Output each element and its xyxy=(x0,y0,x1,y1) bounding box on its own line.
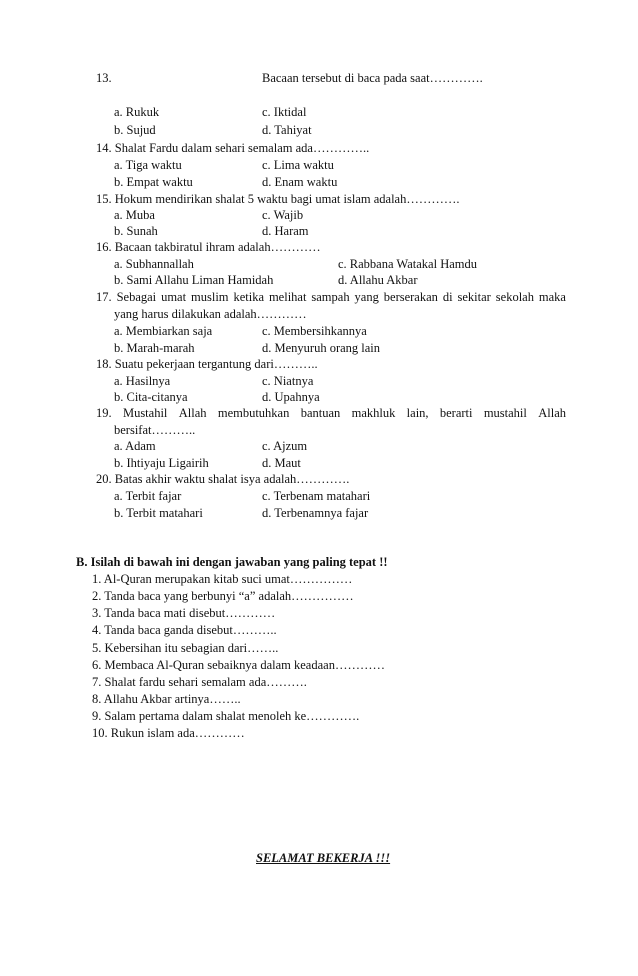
q20-option-c: c. Terbenam matahari xyxy=(262,489,371,503)
q19-option-b: b. Ihtiyaju Ligairih xyxy=(114,456,209,470)
q15-stem: 15. Hokum mendirikan shalat 5 waktu bagi umat islam adalah…………. xyxy=(96,192,460,206)
q17-stem xyxy=(96,289,566,305)
q16-stem: 16. Bacaan takbiratul ihram adalah………… xyxy=(96,240,321,254)
q16-option-d: d. Allahu Akbar xyxy=(338,273,418,287)
q18-option-c: c. Niatnya xyxy=(262,374,314,388)
q17-word: 17. xyxy=(96,290,112,304)
section-b-item: 7. Shalat fardu sehari semalam ada………. xyxy=(92,675,307,689)
q18-option-b: b. Cita-citanya xyxy=(114,390,188,404)
q17-option-b: b. Marah-marah xyxy=(114,341,195,355)
q19-word: 19. xyxy=(96,406,112,420)
q17-word: berserakan xyxy=(383,290,438,304)
q20-option-d: d. Terbenamnya fajar xyxy=(262,506,369,520)
q17-option-a: a. Membiarkan saja xyxy=(114,324,213,338)
q17-word: di xyxy=(442,290,453,304)
q13-option-c: c. Iktidal xyxy=(262,105,307,119)
q17-option-d: d. Menyuruh orang lain xyxy=(262,341,381,355)
section-b-item: 4. Tanda baca ganda disebut……….. xyxy=(92,623,277,637)
q19-word: Allah xyxy=(178,406,207,420)
q19-word: lain, xyxy=(406,406,429,420)
q13-stem: Bacaan tersebut di baca pada saat…………. xyxy=(262,71,483,85)
section-b-item: 1. Al-Quran merupakan kitab suci umat…………… xyxy=(92,572,353,586)
closing-message: SELAMAT BEKERJA !!! xyxy=(256,851,391,865)
q14-stem: 14. Shalat Fardu dalam sehari semalam ada………….. xyxy=(96,141,370,155)
q19-option-a: a. Adam xyxy=(114,439,156,453)
q19-word: Mustahil xyxy=(122,406,168,420)
section-b-item: 5. Kebersihan itu sebagian dari…….. xyxy=(92,641,279,655)
q13-option-b: b. Sujud xyxy=(114,123,156,137)
q19-word: makhluk xyxy=(351,406,396,420)
q15-option-a: a. Muba xyxy=(114,208,155,222)
q19-option-c: c. Ajzum xyxy=(262,439,308,453)
section-b-item: 9. Salam pertama dalam shalat menoleh ke…………. xyxy=(92,709,360,723)
q19-stem-continued: bersifat……….. xyxy=(114,423,196,437)
q20-option-a: a. Terbit fajar xyxy=(114,489,182,503)
q18-option-a: a. Hasilnya xyxy=(114,374,171,388)
q15-option-b: b. Sunah xyxy=(114,224,158,238)
q17-word: muslim xyxy=(191,290,229,304)
q17-word: sampah xyxy=(311,290,350,304)
section-b-item: 3. Tanda baca mati disebut………… xyxy=(92,606,276,620)
q16-option-b: b. Sami Allahu Liman Hamidah xyxy=(114,273,274,287)
q17-stem-continued: yang harus dilakukan adalah………… xyxy=(114,307,307,321)
q17-word: yang xyxy=(354,290,379,304)
q13-number: 13. xyxy=(96,71,112,85)
q13-option-a: a. Rukuk xyxy=(114,105,160,119)
q17-word: umat xyxy=(161,290,187,304)
q17-word: sekitar xyxy=(457,290,491,304)
q17-word: melihat xyxy=(268,290,307,304)
q16-option-c: c. Rabbana Watakal Hamdu xyxy=(338,257,477,271)
q17-word: maka xyxy=(538,290,566,304)
q18-stem: 18. Suatu pekerjaan tergantung dari……….. xyxy=(96,357,318,371)
section-b-item: 10. Rukun islam ada………… xyxy=(92,726,245,740)
section-b-item: 2. Tanda baca yang berbunyi “a” adalah…………… xyxy=(92,589,354,603)
q15-option-c: c. Wajib xyxy=(262,208,304,222)
q19-word: membutuhkan xyxy=(217,406,290,420)
q20-stem: 20. Batas akhir waktu shalat isya adalah…………. xyxy=(96,472,350,486)
q19-word: mustahil xyxy=(483,406,527,420)
q19-word: bantuan xyxy=(300,406,341,420)
q19-word: Allah xyxy=(538,406,566,420)
q14-option-c: c. Lima waktu xyxy=(262,158,334,172)
q18-option-d: d. Upahnya xyxy=(262,390,320,404)
q17-word: sekolah xyxy=(495,290,534,304)
q14-option-b: b. Empat waktu xyxy=(114,175,193,189)
q19-option-d: d. Maut xyxy=(262,456,301,470)
q19-stem xyxy=(96,405,566,421)
q17-word: ketika xyxy=(233,290,265,304)
section-b-item: 8. Allahu Akbar artinya…….. xyxy=(92,692,241,706)
q19-word: berarti xyxy=(439,406,473,420)
q14-option-a: a. Tiga waktu xyxy=(114,158,182,172)
q17-word: Sebagai xyxy=(116,290,157,304)
q20-option-b: b. Terbit matahari xyxy=(114,506,203,520)
section-b-heading: B. Isilah di bawah ini dengan jawaban yang paling tepat !! xyxy=(76,555,388,569)
q15-option-d: d. Haram xyxy=(262,224,309,238)
q16-option-a: a. Subhannallah xyxy=(114,257,194,271)
q13-option-d: d. Tahiyat xyxy=(262,123,312,137)
q17-option-c: c. Membersihkannya xyxy=(262,324,367,338)
q14-option-d: d. Enam waktu xyxy=(262,175,338,189)
section-b-item: 6. Membaca Al-Quran sebaiknya dalam keadaan………… xyxy=(92,658,385,672)
